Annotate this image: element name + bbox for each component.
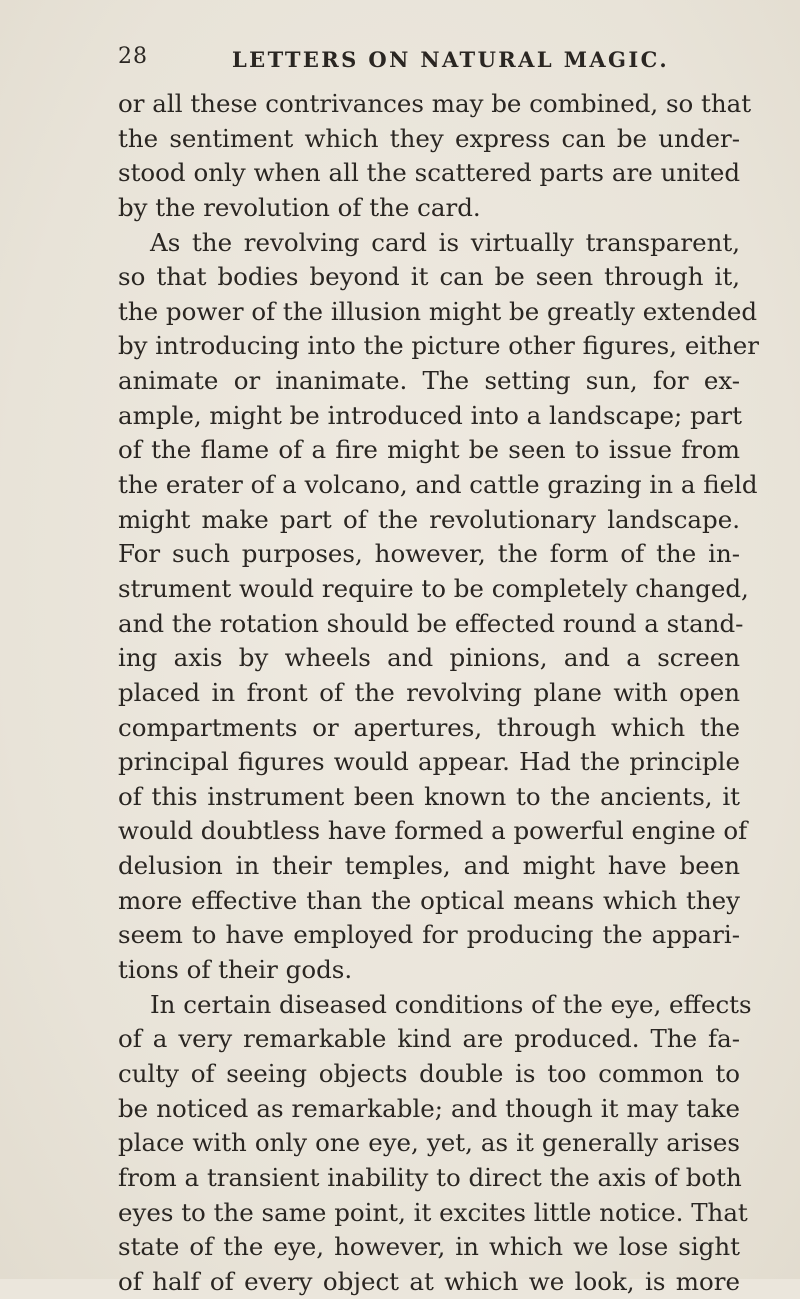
text-line: by the revolution of the card. [118,192,481,222]
text-line: principal figures would appear. Had the principle [118,747,740,777]
text-line: delusion in their temples, and might have been [118,851,740,881]
text-line: compartments or apertures, through which the [118,712,740,742]
page-number: 28 [118,44,148,69]
text-line: so that bodies beyond it can be seen through it, [118,262,740,292]
text-line: seem to have employed for producing the appari- [118,920,740,950]
text-line: For such purposes, however, the form of the in- [118,539,740,569]
text-line: placed in front of the revolving plane with open [118,677,740,707]
text-line: of this instrument been known to the ancients, it [118,781,740,811]
text-line: would doubtless have formed a powerful engine of [118,816,748,846]
text-line: As the revolving card is virtually transparent, [150,227,740,257]
text-line: of the flame of a fire might be seen to issue from [118,435,740,465]
text-line: the sentiment which they express can be under- [118,123,740,153]
page-header [118,44,758,80]
text-line: the power of the illusion might be greatly extended [118,296,758,326]
text-line: stood only when all the scattered parts are united [118,158,740,188]
text-line: or all these contrivances may be combined, so that [118,89,752,118]
text-line: of a very remarkable kind are produced. The fa- [118,1024,740,1054]
running-title: LETTERS ON NATURAL MAGIC. [232,47,670,72]
body-text [118,87,759,1299]
text-line: by introducing into the picture other figures, either [118,331,759,361]
text-line: more effective than the optical means which they [118,885,740,915]
text-line: animate or inanimate. The setting sun, for ex- [118,366,740,396]
text-line: the erater of a volcano, and cattle grazing in a field [118,470,758,500]
text-line: eyes to the same point, it excites little notice. That [118,1197,748,1227]
text-line: place with only one eye, yet, as it generally arises [118,1128,740,1158]
text-line: be noticed as remarkable; and though it may take [118,1093,740,1123]
text-line: might make part of the revolutionary landscape. [118,504,740,534]
text-line: ing axis by wheels and pinions, and a screen [118,643,740,673]
text-line: and the rotation should be effected round a stand- [118,608,744,638]
text-line: tions of their gods. [118,955,353,985]
text-line: culty of seeing objects double is too common to [118,1058,740,1088]
text-line: In certain diseased conditions of the eye, effects [150,989,752,1019]
text-line: ample, might be introduced into a landscape; part [118,400,742,430]
text-line: from a transient inability to direct the axis of both [118,1162,742,1192]
text-line: of half of every object at which we look, is more [118,1266,740,1296]
text-line: state of the eye, however, in which we lose sight [118,1232,740,1262]
text-line: strument would require to be completely changed, [118,573,749,603]
